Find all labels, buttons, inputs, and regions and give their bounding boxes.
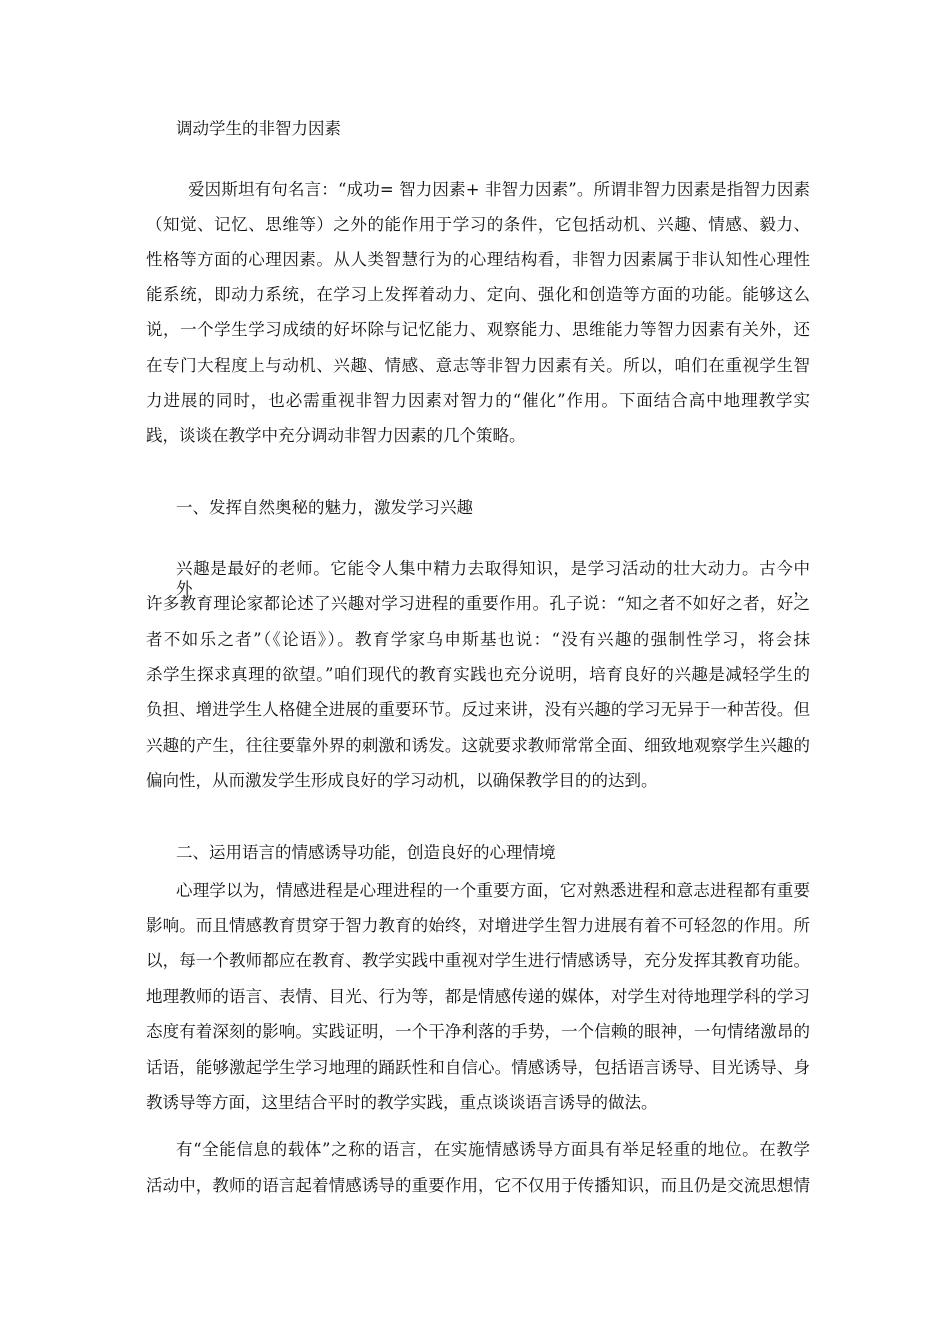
document-title: 调动学生的非智力因素 — [176, 119, 341, 138]
section-heading: 一、发挥自然奥秘的魅力，激发学习兴趣 — [176, 498, 473, 517]
section2-line: 话语，能够激起学生学习地理的踊跃性和自信心。情感诱导，包括语言诱导、目光诱导、身 — [146, 1058, 810, 1077]
section1-line: 杀学生探求真理的欲望。”咱们现代的教育实践也充分说明，培育良好的兴趣是减轻学生的 — [146, 665, 810, 684]
section1-line: 偏向性，从而激发学生形成良好的学习动机，以确保教学目的的达到。 — [146, 771, 658, 790]
intro-line: 性格等方面的心理因素。从人类智慧行为的心理结构看，非智力因素属于非认知性心理性 — [146, 250, 810, 269]
section1-line: 者不如乐之者”（《论语》）。教育学家乌申斯基也说：“没有兴趣的强制性学习，将会抹 — [146, 630, 810, 649]
section1-line: 负担、增进学生人格健全进展的重要环节。反过来讲，没有兴趣的学习无异于一种苦役。但 — [146, 700, 810, 719]
intro-line: 爱因斯坦有句名言：“成功= 智力因素+ 非智力因素”。所谓非智力因素是指智力因素 — [188, 180, 810, 199]
section2b-line: 有“全能信息的载体”之称的语言，在实施情感诱导方面具有举足轻重的地位。在教学 — [176, 1140, 810, 1159]
section2-line: 影响。而且情感教育贯穿于智力教育的始终，对增进学生智力进展有着不可轻忽的作用。所 — [146, 916, 810, 935]
intro-line: 在专门大程度上与动机、兴趣、情感、意志等非智力因素有关。所以，咱们在重视学生智 — [146, 356, 810, 375]
section1-line: 兴趣的产生，往往要靠外界的刺激和诱发。这就要求教师常常全面、细致地观察学生兴趣的 — [146, 736, 810, 755]
intro-line: （知觉、记忆、思维等）之外的能作用于学习的条件，它包括动机、兴趣、情感、毅力、 — [146, 215, 810, 234]
section1-line: 兴趣是最好的老师。它能令人集中精力去取得知识，是学习活动的壮大动力。古今中外， — [176, 559, 810, 598]
section1-line: 许多教育理论家都论述了兴趣对学习进程的重要作用。孔子说：“知之者不如好之者，好之 — [146, 594, 810, 613]
section2-line: 以，每一个教师都应在教育、教学实践中重视对学生进行情感诱导，充分发挥其教育功能。 — [146, 951, 810, 970]
section2-line: 态度有着深刻的影响。实践证明，一个干净利落的手势，一个信赖的眼神，一句情绪激昂的 — [146, 1022, 810, 1041]
intro-line: 能系统，即动力系统，在学习上发挥着动力、定向、强化和创造等方面的功能。能够这么 — [146, 285, 810, 304]
section2b-line: 活动中，教师的语言起着情感诱导的重要作用，它不仅用于传播知识，而且仍是交流思想情 — [146, 1176, 810, 1195]
intro-line: 力进展的同时，也必需重视非智力因素对智力的“催化”作用。下面结合高中地理教学实 — [146, 391, 810, 410]
section-heading: 二、运用语言的情感诱导功能，创造良好的心理情境 — [176, 843, 556, 862]
section2-line: 地理教师的语言、表情、目光、行为等，都是情感传递的媒体，对学生对待地理学科的学习 — [146, 987, 810, 1006]
intro-line: 践，谈谈在教学中充分调动非智力因素的几个策略。 — [146, 426, 526, 445]
section2-line: 教诱导等方面，这里结合平时的教学实践，重点谈谈语言诱导的做法。 — [146, 1093, 658, 1112]
section2-line: 心理学以为，情感进程是心理进程的一个重要方面，它对熟悉进程和意志进程都有重要 — [176, 881, 810, 900]
intro-line: 说，一个学生学习成绩的好坏除与记忆能力、观察能力、思维能力等智力因素有关外，还 — [146, 320, 810, 339]
